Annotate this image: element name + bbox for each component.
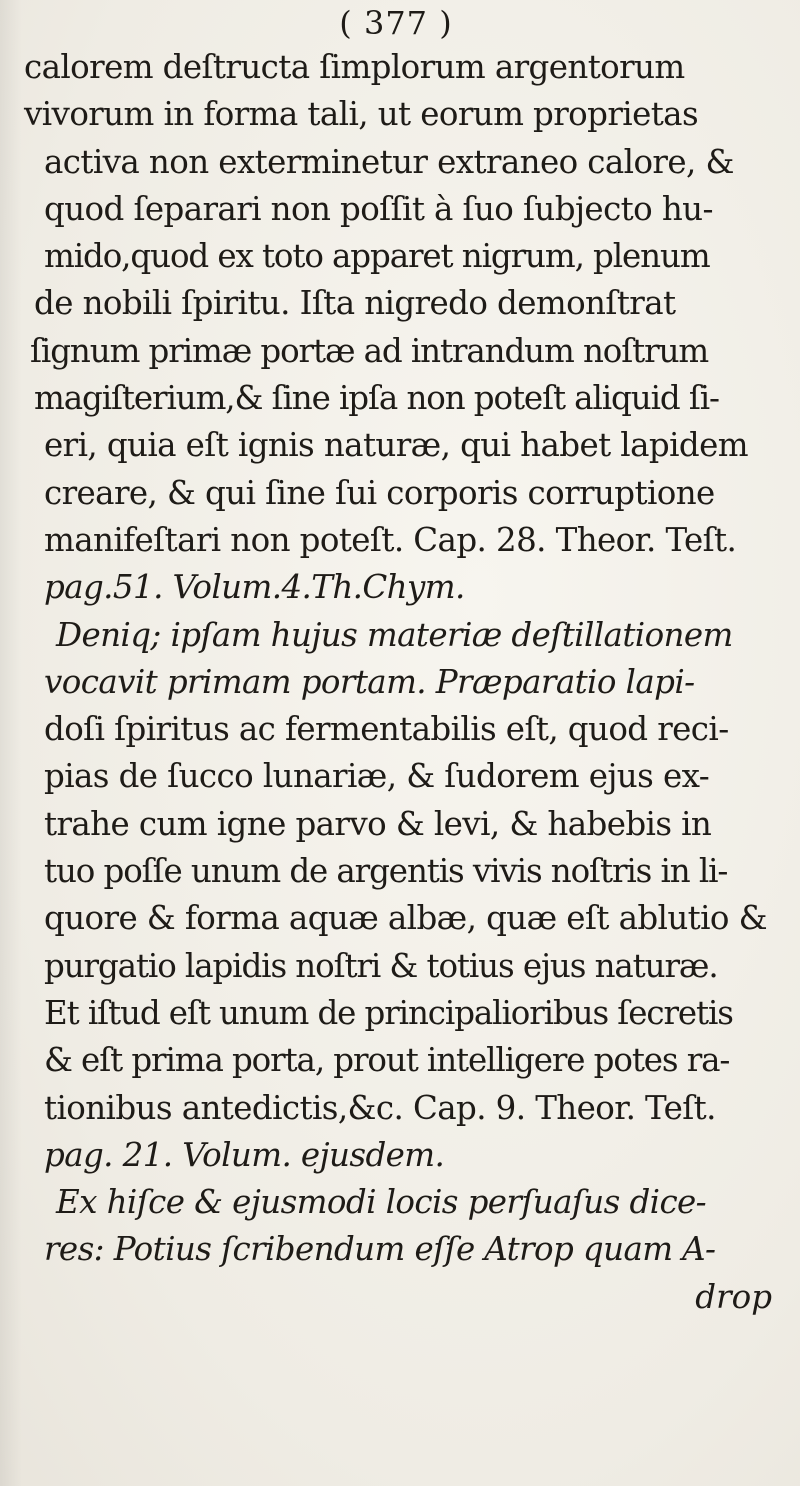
text-line: eri, quia eſt ignis naturæ, qui habet lapidem xyxy=(44,426,748,465)
text-line: pias de ſucco lunariæ, & ſudorem ejus ex- xyxy=(44,757,710,796)
page-number: ( 377 ) xyxy=(339,4,453,42)
text-line: tuo poſſe unum de argentis vivis noſtris in li- xyxy=(44,852,728,891)
text-line: pag.51. Volum.4.Th.Chym. xyxy=(44,568,465,607)
text-line: trahe cum igne parvo & levi, & habebis in xyxy=(44,804,712,843)
text-line: pag. 21. Volum. ejusdem. xyxy=(44,1135,445,1174)
text-line: creare, & qui ſine ſui corporis corruptione xyxy=(44,473,715,512)
text-line: vivorum in forma tali, ut eorum proprietas xyxy=(24,95,699,134)
text-line: Deniq; ipſam hujus materiæ deſtillationem xyxy=(56,615,733,654)
text-line: de nobili ſpiritu. Iſta nigredo demonſtrat xyxy=(34,284,676,323)
text-body xyxy=(20,44,792,1321)
text-line: quore & forma aquæ albæ, quæ eſt ablutio & xyxy=(44,899,767,938)
text-line: res: Potius ſcribendum eſſe Atrop quam A- xyxy=(44,1230,716,1269)
text-line: purgatio lapidis noſtri & totius ejus naturæ. xyxy=(44,946,718,985)
text-line: Ex hiſce & ejusmodi locis perſuaſus dice- xyxy=(56,1183,707,1222)
text-line: Et iſtud eſt unum de principalioribus ſecretis xyxy=(44,993,733,1032)
text-line: doſi ſpiritus ac fermentabilis eſt, quod reci- xyxy=(44,710,729,749)
text-line: activa non exterminetur extraneo calore, & xyxy=(44,142,734,181)
text-line: vocavit primam portam. Præparatio lapi- xyxy=(44,662,695,701)
text-line: ſignum primæ portæ ad intrandum noſtrum xyxy=(30,331,709,370)
text-line: & eſt prima porta, prout intelligere potes ra- xyxy=(44,1041,730,1080)
text-line: tionibus antedictis,&c. Cap. 9. Theor. Teſt. xyxy=(44,1088,716,1127)
text-line: magiſterium,& ſine ipſa non poteſt aliquid ſi- xyxy=(34,379,719,418)
text-line: quod ſeparari non poſſit à ſuo ſubjecto hu- xyxy=(44,189,713,228)
text-line: manifeſtari non poteſt. Cap. 28. Theor. Teſt. xyxy=(44,520,737,559)
catchword: drop xyxy=(695,1277,772,1316)
text-line: mido,quod ex toto apparet nigrum, plenum xyxy=(44,237,710,276)
text-line: calorem deſtructa ſimplorum argentorum xyxy=(24,48,685,86)
